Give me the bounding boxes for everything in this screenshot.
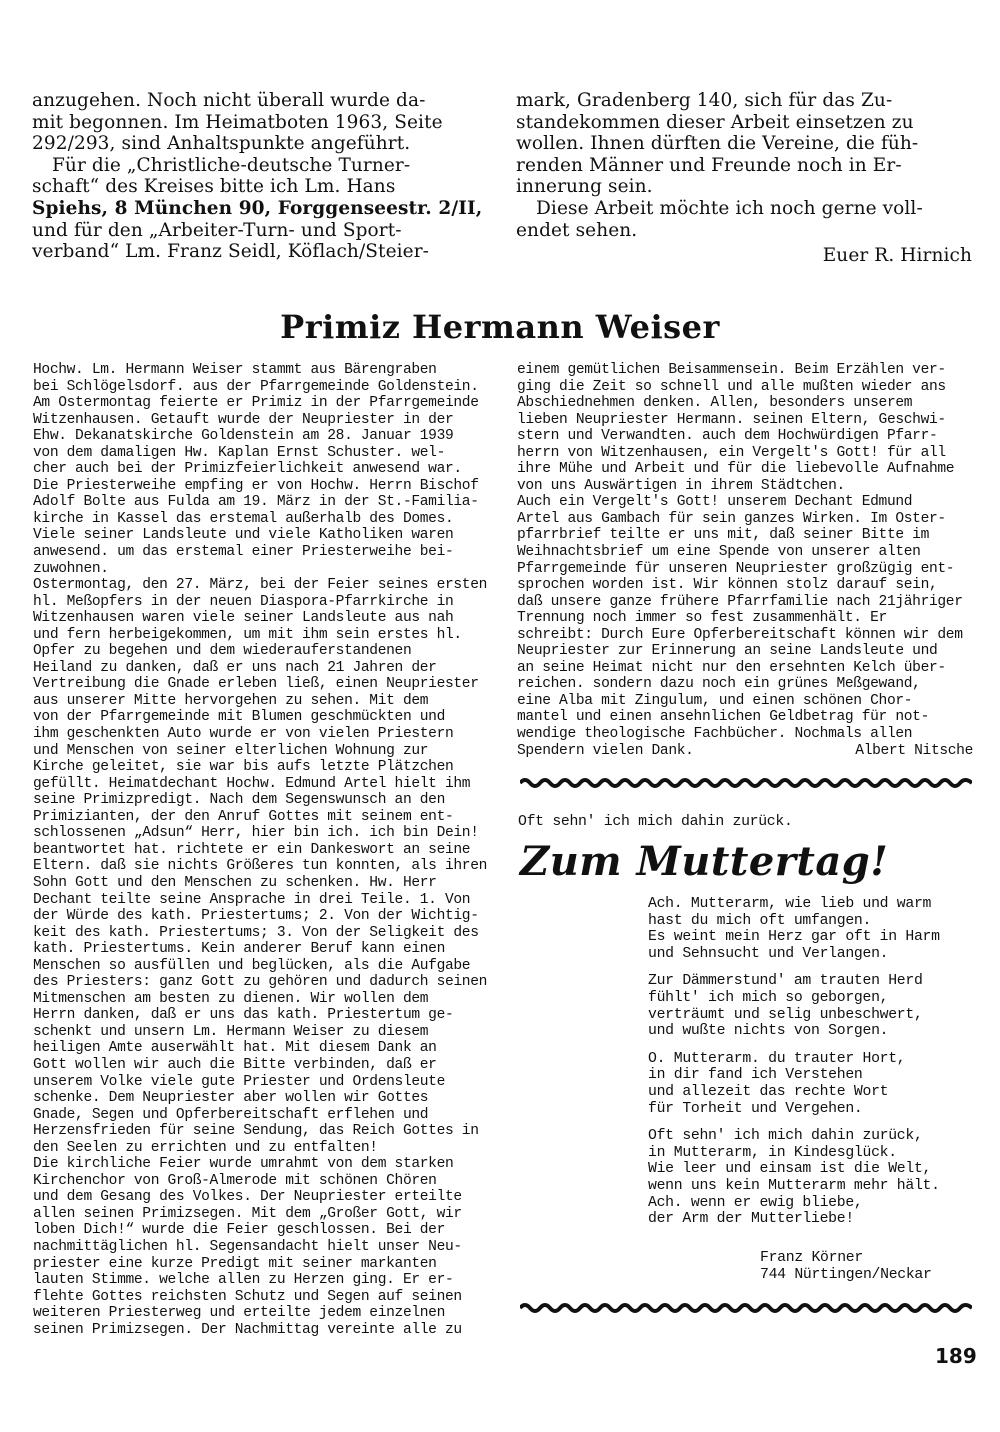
- text-line: nachmittäglichen hl. Segensandacht hielt unser Neu-: [33, 1238, 462, 1255]
- text-line: Dechant teilte seine Ansprache in drei Teile. 1. Von: [33, 891, 471, 908]
- text-line: seinen Primizsegen. Der Nachmittag vereinte alle zu: [33, 1321, 462, 1338]
- text-line: ging die Zeit so schnell und alle mußten wieder ans: [517, 378, 946, 395]
- text-line: Vertreibung die Gnade erleben ließ, einen Neupriester: [33, 676, 479, 693]
- text-line: [517, 743, 973, 760]
- text-line: mark, Gradenberg 140, sich für das Zu-: [516, 90, 893, 111]
- text-line: wendige theologische Fachbücher. Nochmals allen: [517, 726, 913, 743]
- text-line: Spiehs, 8 München 90, Forggenseestr. 2/II,: [32, 197, 483, 219]
- text-line: Adolf Bolte aus Fulda am 19. März in der St.-Familia-: [33, 494, 479, 511]
- poem-line: und allezeit das rechte Wort: [648, 1083, 889, 1100]
- text-line: verband“ Lm. Franz Seidl, Köflach/Steier-: [32, 241, 429, 263]
- text-line: keit des kath. Priestertums; 3. Von der Seligkeit des: [33, 924, 479, 941]
- text-line: gefüllt. Heimatdechant Hochw. Edmund Artel hielt ihm: [33, 775, 471, 792]
- poem-line: verträumt und selig unbeschwert,: [648, 1006, 923, 1023]
- text-line: weiteren Priesterweg und erteilte jedem einzelnen: [33, 1305, 445, 1322]
- text-line: Diese Arbeit möchte ich noch gerne voll-: [536, 197, 923, 219]
- poem-stanza: [648, 1128, 978, 1228]
- poem-author: Franz Körner: [760, 1250, 863, 1266]
- text-line: schaft“ des Kreises bitte ich Lm. Hans: [32, 176, 396, 198]
- article-left-column: [33, 362, 487, 1338]
- text-line: Ostermontag, den 27. März, bei der Feier seines ersten: [33, 577, 487, 594]
- text-line: unserem Volke viele gute Priester und Ordensleute: [33, 1073, 445, 1090]
- text-line: und für den „Arbeiter-Turn- und Sport-: [32, 219, 402, 241]
- text-line: pfarrbrief teilte er uns mit, daß seiner Bitte im: [517, 527, 929, 544]
- text-line: Menschen so ausfüllen und beglücken, als die Aufgabe: [33, 957, 471, 974]
- article-right-column: [517, 362, 973, 759]
- poem-stanza: [648, 896, 978, 962]
- signature: Albert Nitsche: [855, 742, 973, 759]
- text-line: heiligen Amte auserwählt hat. Mit diesem Dank an: [33, 1040, 437, 1057]
- text-line: standekommen dieser Arbeit einsetzen zu: [516, 111, 914, 133]
- text-line: bei Schlögelsdorf. aus der Pfarrgemeinde Goldenstein.: [33, 378, 479, 395]
- text-line: an seine Heimat nicht nur den ersehnten Kelch über-: [517, 659, 946, 676]
- poem-title: Zum Muttertag!: [520, 838, 889, 885]
- poem-line: und Sehnsucht und Verlangen.: [648, 945, 889, 962]
- poem-line: Ach. wenn er ewig bliebe,: [648, 1194, 863, 1211]
- text-line: daß unsere ganze frühere Pfarrfamilie nach 21jähriger: [517, 593, 963, 610]
- text-line: der Würde des kath. Priestertums; 2. Von der Wichtig-: [33, 908, 479, 925]
- text-line: schenkt und unsern Lm. Hermann Weiser zu diesem: [33, 1023, 429, 1040]
- text-line: Die kirchliche Feier wurde umrahmt von dem starken: [33, 1156, 454, 1173]
- wave-ornament: [520, 1305, 972, 1311]
- poem-stanza: [648, 973, 978, 1039]
- text-line: ihre Mühe und Arbeit und für die liebevolle Aufnahme: [517, 461, 955, 478]
- text-line: anzugehen. Noch nicht überall wurde da-: [32, 90, 426, 111]
- text-line: reichen. sondern dazu noch ein grünes Meßgewand,: [517, 676, 921, 693]
- poem-line: und wußte nichts von Sorgen.: [648, 1023, 889, 1040]
- text-line: Gnade, Segen und Opferbereitschaft erflehen und: [33, 1106, 429, 1123]
- text-line: herrn von Witzenhausen, ein Vergelt's Gott! für all: [517, 444, 946, 461]
- poem: [648, 896, 978, 1228]
- text-line: mit begonnen. Im Heimatboten 1963, Seite: [32, 111, 443, 133]
- text-line: Sohn Gott und den Menschen zu schenken. Hw. Herr: [33, 874, 437, 891]
- text-line: Auch ein Vergelt's Gott! unserem Dechant Edmund: [517, 494, 913, 511]
- text-line: Ehw. Dekanatskirche Goldenstein am 28. Januar 1939: [33, 428, 454, 445]
- poem-line: fühlt' ich mich so geborgen,: [648, 989, 889, 1006]
- page-number: 189: [935, 1344, 977, 1368]
- text-line: Neupriester zur Erinnerung an seine Landsleute und: [517, 643, 938, 660]
- text-line: loben Dich!“ wurde die Feier geschlossen. Bei der: [33, 1222, 445, 1239]
- text-line: beantwortet hat. richtete er ein Dankeswort an seine: [33, 841, 471, 858]
- text-line: Abschiednehmen denken. Allen, besonders unserem: [517, 395, 913, 412]
- text-line: flehte Gottes reichsten Schutz und Segen auf seinen: [33, 1288, 462, 1305]
- text-line: allen seinen Primizsegen. Mit dem „Großer Gott, wir: [33, 1205, 462, 1222]
- text-line: kirche in Kassel das erstemal außerhalb des Domes.: [33, 510, 454, 527]
- text-line: Artel aus Gambach für sein ganzes Wirken. Im Oster-: [517, 510, 946, 527]
- ornament-divider: [520, 776, 972, 790]
- text-line: wollen. Ihnen dürften die Vereine, die füh-: [516, 133, 919, 155]
- poem-line: für Torheit und Vergehen.: [648, 1100, 863, 1117]
- text-line: Viele seiner Landsleute und viele Katholiken waren: [33, 527, 454, 544]
- text-line: und dem Gesang des Volkes. Der Neupriester erteilte: [33, 1189, 462, 1206]
- text-line: 292/293, sind Anhaltspunkte angeführt.: [32, 133, 411, 155]
- text-line: von uns Auswärtigen in ihrem Städtchen.: [517, 477, 845, 494]
- poem-line: Wie leer und einsam ist die Welt,: [648, 1161, 932, 1178]
- text-line: Am Ostermontag feierte er Primiz in der Pfarrgemeinde: [33, 395, 479, 412]
- text-line: renden Männer und Freunde noch in Er-: [516, 154, 902, 176]
- text-line: schenke. Dem Neupriester aber wollen wir Gottes: [33, 1090, 429, 1107]
- text-line: innerung sein.: [516, 176, 653, 198]
- poem-line: Ach. Mutterarm, wie lieb und warm: [648, 896, 932, 912]
- poem-line: O. Mutterarm. du trauter Hort,: [648, 1050, 906, 1067]
- ornament-divider: [520, 1301, 972, 1315]
- poem-intro: Oft sehn' ich mich dahin zurück.: [518, 814, 793, 830]
- text-line: schreibt: Durch Eure Opferbereitschaft können wir dem: [517, 626, 963, 643]
- poem-address: 744 Nürtingen/Neckar: [760, 1266, 932, 1283]
- text-line: Die Priesterweihe empfing er von Hochw. Herrn Bischof: [33, 477, 479, 494]
- text-line: endet sehen.: [516, 219, 638, 241]
- text-line: schlossenen „Adsun“ Herr, hier bin ich. ich bin Dein!: [33, 825, 479, 842]
- top-left-column: [32, 90, 488, 263]
- text-line: kath. Priestertums. Kein anderer Beruf kann einen: [33, 941, 445, 958]
- text-line: ihm geschenkten Auto wurde er von vielen Priestern: [33, 726, 454, 743]
- text-line: priester eine kurze Predigt mit seiner markanten: [33, 1255, 437, 1272]
- text-line: Opfer zu begehen und dem wiederauferstandenen: [33, 643, 412, 660]
- text-line: Pfarrgemeinde für unseren Neupriester großzügig ent-: [517, 560, 955, 577]
- text-line: eine Alba mit Zingulum, und einen schönen Chor-: [517, 692, 913, 709]
- text-line: von der Pfarrgemeinde mit Blumen geschmückten und: [33, 709, 445, 726]
- text-line-end: Spendern vielen Dank.: [517, 742, 694, 759]
- text-line: Primizianten, der den Anruf Gottes mit seinem ent-: [33, 808, 454, 825]
- poem-line: Es weint mein Herz gar oft in Harm: [648, 929, 940, 946]
- poem-line: Zur Dämmerstund' am trauten Herd: [648, 973, 923, 990]
- text-line: Witzenhausen waren viele seiner Landsleute aus nah: [33, 610, 454, 627]
- text-line: seine Primizpredigt. Nach dem Segenswunsch an den: [33, 792, 445, 809]
- text-line: einem gemütlichen Beisammensein. Beim Erzählen ver-: [517, 362, 946, 378]
- text-line: lauten Stimme. welche allen zu Herzen ging. Er er-: [33, 1272, 454, 1289]
- text-line: und fern herbeigekommen, um mit ihm sein erstes hl.: [33, 626, 462, 643]
- text-line: Mitmenschen am besten zu dienen. Wir wollen dem: [33, 990, 429, 1007]
- text-line: Kirche geleitet, sie war bis aufs letzte Plätzchen: [33, 759, 454, 776]
- text-line: Für die „Christliche-deutsche Turner-: [52, 154, 411, 176]
- poem-line: Oft sehn' ich mich dahin zurück,: [648, 1128, 923, 1145]
- text-line: von dem damaligen Hw. Kaplan Ernst Schuster. wel-: [33, 444, 445, 461]
- poem-line: wenn uns kein Mutterarm mehr hält.: [648, 1177, 940, 1194]
- text-line: lieben Neupriester Hermann. seinen Eltern, Geschwi-: [517, 411, 946, 428]
- article-title: Primiz Hermann Weiser: [280, 308, 720, 346]
- poem-line: in dir fand ich Verstehen: [648, 1067, 863, 1084]
- text-line: zuwohnen.: [33, 560, 109, 577]
- poem-signature: [760, 1250, 975, 1283]
- text-line: sprochen worden ist. Wir können stolz darauf sein,: [517, 577, 938, 594]
- text-line: Herrn danken, daß er uns das kath. Priestertum ge-: [33, 1007, 454, 1024]
- text-line: Trennung noch immer so fest zusammenhält. Er: [517, 610, 887, 627]
- text-line: stern und Verwandten. auch dem Hochwürdigen Pfarr-: [517, 428, 938, 445]
- text-line: Weihnachtsbrief um eine Spende von unserer alten: [517, 544, 921, 561]
- poem-stanza: [648, 1051, 978, 1117]
- poem-line: in Mutterarm, in Kindesglück.: [648, 1144, 897, 1161]
- text-line: mantel und einen ansehnlichen Geldbetrag für not-: [517, 709, 929, 726]
- signature: Euer R. Hirnich: [822, 245, 972, 267]
- top-right-column: [516, 90, 972, 267]
- poem-line: der Arm der Mutterliebe!: [648, 1211, 854, 1228]
- text-line: und Menschen von seiner elterlichen Wohnung zur: [33, 742, 429, 759]
- text-line: aus unserer Mitte hervorgehen zu sehen. Mit dem: [33, 692, 429, 709]
- text-line: hl. Meßopfers in der neuen Diaspora-Pfarrkirche in: [33, 593, 454, 610]
- poem-line: hast du mich oft umfangen.: [648, 912, 872, 929]
- text-line: cher auch bei der Primizfeierlichkeit anwesend war.: [33, 461, 462, 478]
- text-line: Kirchenchor von Groß-Almerode mit schönen Chören: [33, 1172, 437, 1189]
- text-line: des Priesters: ganz Gott zu gehören und dadurch seinen: [33, 974, 487, 991]
- text-line: Heiland zu danken, daß er uns nach 21 Jahren der: [33, 659, 437, 676]
- wave-ornament: [520, 780, 972, 786]
- text-line: Herzensfrieden für seine Sendung, das Reich Gottes in: [33, 1123, 479, 1140]
- text-line: Gott wollen wir auch die Bitte verbinden, daß er: [33, 1056, 437, 1073]
- text-line: Witzenhausen. Getauft wurde der Neupriester in der: [33, 411, 454, 428]
- text-line: anwesend. um das erstemal einer Priesterweihe bei-: [33, 544, 454, 561]
- text-line: Eltern. daß sie nichts Größeres tun konnten, als ihren: [33, 858, 487, 875]
- text-line: Hochw. Lm. Hermann Weiser stammt aus Bärengraben: [33, 362, 437, 378]
- text-line: den Seelen zu errichten und zu entfalten!: [33, 1139, 378, 1156]
